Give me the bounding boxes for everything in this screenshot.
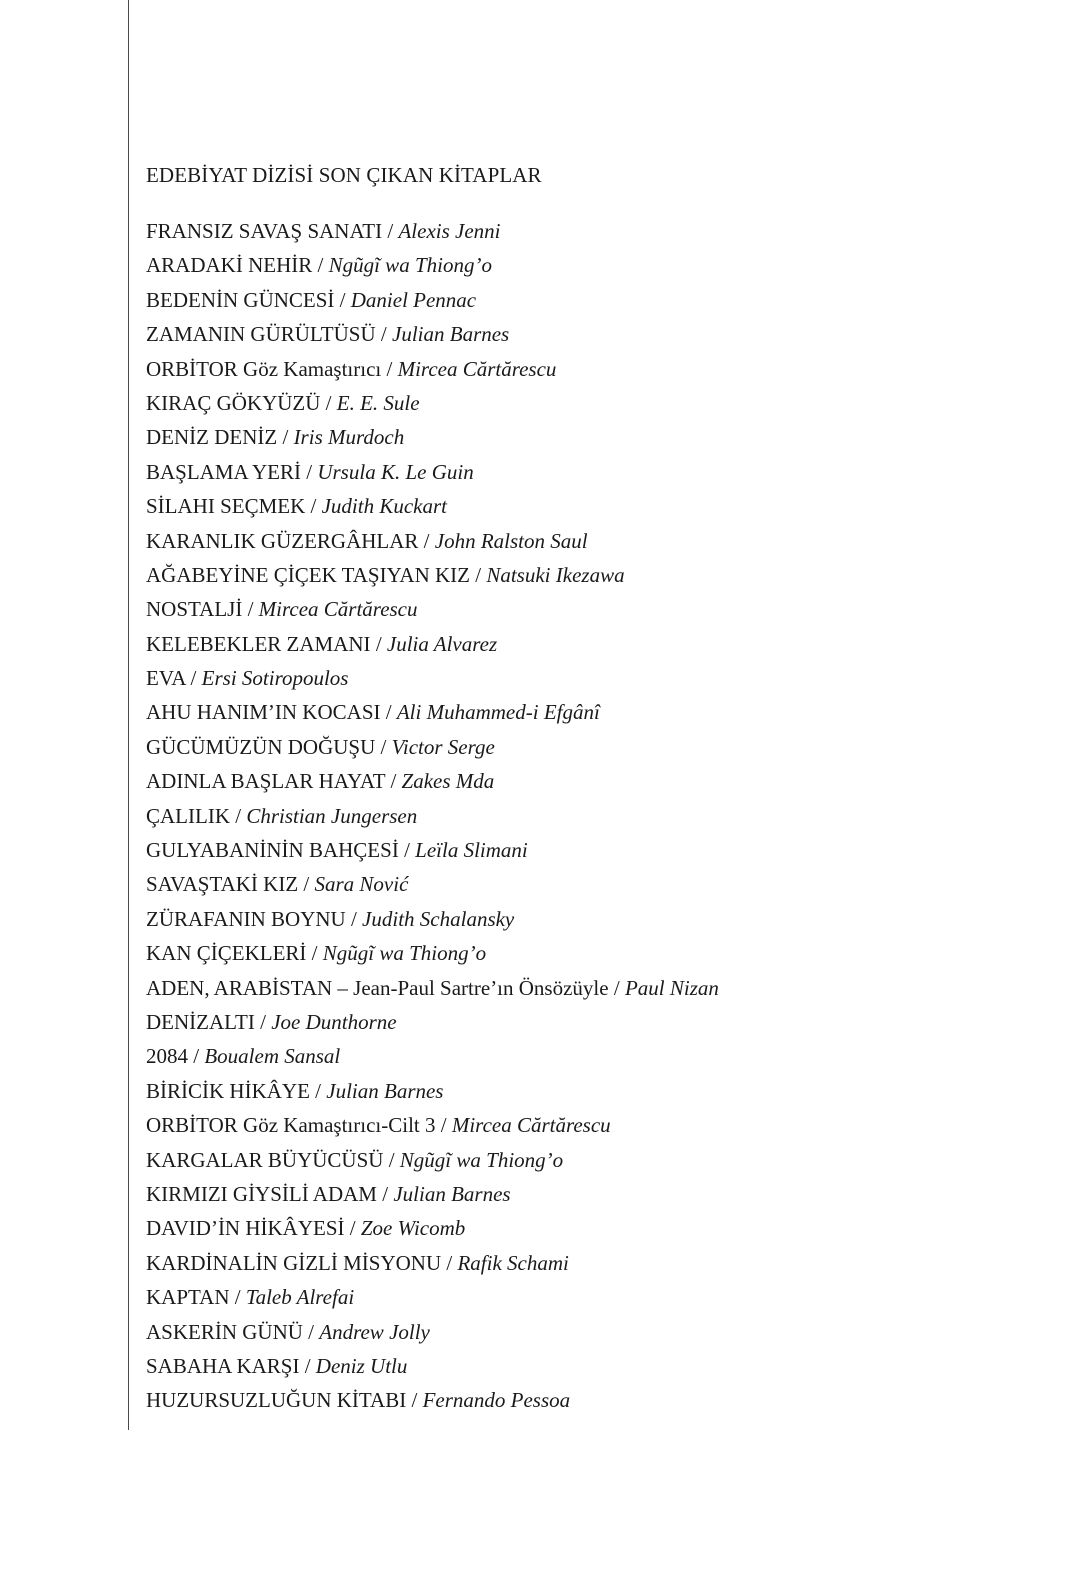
title-author-separator: / xyxy=(305,494,322,519)
book-title: EVA xyxy=(146,666,186,691)
title-author-separator: / xyxy=(375,734,392,759)
book-author: Mircea Cărtărescu xyxy=(451,1113,611,1138)
book-title: KIRMIZI GİYSİLİ ADAM xyxy=(146,1181,377,1206)
book-title: FRANSIZ SAVAŞ SANATI xyxy=(146,219,383,243)
title-author-separator: / xyxy=(470,562,487,587)
list-item xyxy=(146,695,1026,729)
list-item xyxy=(146,489,1026,523)
title-author-separator: / xyxy=(229,1285,246,1310)
book-title: ORBİTOR Göz Kamaştırıcı xyxy=(146,356,382,381)
title-author-separator: / xyxy=(312,253,329,278)
list-item xyxy=(146,317,1026,351)
book-title: SİLAHI SEÇMEK xyxy=(146,494,306,519)
list-item xyxy=(146,661,1026,695)
title-author-separator: / xyxy=(406,1388,423,1413)
title-author-separator: / xyxy=(385,769,402,794)
title-author-separator: / xyxy=(242,597,259,622)
book-title: HUZURSUZLUĞUN KİTABI xyxy=(146,1388,407,1413)
book-author: Paul Nizan xyxy=(624,975,719,1000)
book-author: Zakes Mda xyxy=(401,769,495,794)
book-title: ZAMANIN GÜRÜLTÜSÜ xyxy=(146,322,376,347)
book-title: NOSTALJİ xyxy=(146,597,243,622)
margin-rule xyxy=(128,0,129,1430)
book-author: Andrew Jolly xyxy=(319,1319,430,1344)
book-author: Ngũgĩ wa Thiong’o xyxy=(328,253,492,278)
list-item xyxy=(146,1074,1026,1108)
list-item xyxy=(146,764,1026,798)
book-author: Julian Barnes xyxy=(393,1181,511,1206)
list-item xyxy=(146,1280,1026,1314)
title-author-separator: / xyxy=(608,975,625,1000)
book-title: BİRİCİK HİKÂYE xyxy=(146,1078,310,1103)
list-item xyxy=(146,1177,1026,1211)
book-list-section xyxy=(146,160,1026,1418)
book-title: ORBİTOR Göz Kamaştırıcı-Cilt 3 xyxy=(146,1113,436,1138)
book-title: ZÜRAFANIN BOYNU xyxy=(146,906,346,931)
book-author: Ersi Sotiropoulos xyxy=(201,666,349,691)
title-author-separator: / xyxy=(344,1216,361,1241)
book-author: Julian Barnes xyxy=(392,322,510,347)
title-author-separator: / xyxy=(254,1009,272,1034)
title-author-separator: / xyxy=(370,631,387,656)
title-author-separator: / xyxy=(320,390,337,415)
list-item xyxy=(146,558,1026,592)
book-title: GÜCÜMÜZÜN DOĞUŞU xyxy=(146,734,376,759)
book-author: Victor Serge xyxy=(391,734,495,759)
book-author: Judith Kuckart xyxy=(321,494,448,519)
book-title: ÇALILIK xyxy=(146,803,230,828)
book-title: KARANLIK GÜZERGÂHLAR xyxy=(146,528,419,553)
list-item xyxy=(146,1005,1026,1039)
list-item xyxy=(146,1211,1026,1245)
book-author: Leïla Slimani xyxy=(415,838,528,863)
book-author: Daniel Pennac xyxy=(350,287,477,312)
book-author: Ngũgĩ wa Thiong’o xyxy=(399,1147,564,1172)
book-author: Deniz Utlu xyxy=(315,1353,408,1378)
book-title: BEDENİN GÜNCESİ xyxy=(146,287,335,312)
list-item xyxy=(146,1246,1026,1280)
list-item xyxy=(146,1108,1026,1142)
book-title: GULYABANİNİN BAHÇESİ xyxy=(146,838,399,863)
book-author: Mircea Cărtărescu xyxy=(397,356,557,381)
title-author-separator: / xyxy=(382,219,399,243)
title-author-separator: / xyxy=(309,1078,327,1103)
list-item xyxy=(146,1143,1026,1177)
title-author-separator: / xyxy=(298,872,315,897)
title-author-separator: / xyxy=(398,838,416,863)
book-title: ADEN, ARABİSTAN – Jean-Paul Sartre’ın Önsözüyle xyxy=(146,975,609,1000)
title-author-separator: / xyxy=(299,1353,316,1378)
book-author: Fernando Pessoa xyxy=(422,1388,571,1413)
book-author: John Ralston Saul xyxy=(434,528,588,553)
book-title: KARDİNALİN GİZLİ MİSYONU xyxy=(146,1250,442,1275)
book-author: Boualem Sansal xyxy=(204,1044,341,1069)
list-item xyxy=(146,799,1026,833)
list-item xyxy=(146,1383,1026,1417)
book-author: Julian Barnes xyxy=(326,1078,444,1103)
book-title: DAVID’İN HİKÂYESİ xyxy=(146,1216,345,1241)
title-author-separator: / xyxy=(383,1147,400,1172)
book-title: KARGALAR BÜYÜCÜSÜ xyxy=(146,1147,384,1172)
list-item xyxy=(146,902,1026,936)
list-item xyxy=(146,352,1026,386)
book-title: SABAHA KARŞI xyxy=(146,1353,300,1378)
book-author: Zoe Wicomb xyxy=(360,1216,466,1241)
book-title: AHU HANIM’IN KOCASI xyxy=(146,700,381,725)
book-title: ARADAKİ NEHİR xyxy=(146,253,313,278)
book-list xyxy=(146,214,1026,1418)
book-author: Christian Jungersen xyxy=(246,803,418,828)
list-item xyxy=(146,248,1026,282)
book-title: ADINLA BAŞLAR HAYAT xyxy=(146,769,386,794)
page-title: EDEBİYAT DİZİSİ SON ÇIKAN KİTAPLAR xyxy=(146,163,542,187)
title-author-separator: / xyxy=(380,700,397,725)
book-title: BAŞLAMA YERİ xyxy=(146,459,301,484)
list-item xyxy=(146,971,1026,1005)
title-author-separator: / xyxy=(381,356,398,381)
book-author: Iris Murdoch xyxy=(293,425,405,450)
list-item xyxy=(146,420,1026,454)
book-title: KAPTAN xyxy=(146,1285,230,1310)
book-title: 2084 xyxy=(146,1044,188,1069)
title-author-separator: / xyxy=(418,528,435,553)
title-author-separator: / xyxy=(188,1044,205,1069)
list-item xyxy=(146,1039,1026,1073)
title-author-separator: / xyxy=(229,803,247,828)
list-item xyxy=(146,592,1026,626)
title-author-separator: / xyxy=(375,322,392,347)
book-author: Sara Nović xyxy=(314,872,409,897)
list-item xyxy=(146,936,1026,970)
book-title: SAVAŞTAKİ KIZ xyxy=(146,872,299,897)
title-author-separator: / xyxy=(334,287,351,312)
book-title: KIRAÇ GÖKYÜZÜ xyxy=(146,390,321,415)
title-author-separator: / xyxy=(185,666,202,691)
list-item xyxy=(146,283,1026,317)
title-author-separator: / xyxy=(441,1250,458,1275)
list-item xyxy=(146,386,1026,420)
book-author: Natsuki Ikezawa xyxy=(486,562,625,587)
book-author: Alexis Jenni xyxy=(398,219,501,243)
title-author-separator: / xyxy=(345,906,363,931)
book-author: Taleb Alrefai xyxy=(245,1285,355,1310)
book-title: KELEBEKLER ZAMANI xyxy=(146,631,371,656)
list-item xyxy=(146,627,1026,661)
list-item xyxy=(146,833,1026,867)
book-title: KAN ÇİÇEKLERİ xyxy=(146,941,307,966)
title-author-separator: / xyxy=(306,941,323,966)
book-author: Julia Alvarez xyxy=(386,631,498,656)
book-author: Joe Dunthorne xyxy=(271,1009,397,1034)
list-item xyxy=(146,1349,1026,1383)
book-author: Judith Schalansky xyxy=(362,906,515,931)
list-item xyxy=(146,1315,1026,1349)
book-title: DENİZ DENİZ xyxy=(146,425,278,450)
list-item xyxy=(146,867,1026,901)
title-author-separator: / xyxy=(435,1113,452,1138)
book-author: Ngũgĩ wa Thiong’o xyxy=(322,941,487,966)
book-author: Rafik Schami xyxy=(457,1250,569,1275)
book-author: Ali Muhammed-i Efgânî xyxy=(396,700,600,725)
list-item xyxy=(146,214,1026,248)
list-item xyxy=(146,455,1026,489)
title-author-separator: / xyxy=(302,1319,320,1344)
title-author-separator: / xyxy=(301,459,318,484)
book-title: DENİZALTI xyxy=(146,1009,255,1034)
title-author-separator: / xyxy=(376,1181,394,1206)
list-item xyxy=(146,524,1026,558)
book-author: E. E. Sule xyxy=(336,390,420,415)
book-title: AĞABEYİNE ÇİÇEK TAŞIYAN KIZ xyxy=(146,562,470,587)
list-item xyxy=(146,730,1026,764)
book-title: ASKERİN GÜNÜ xyxy=(146,1319,303,1344)
title-author-separator: / xyxy=(277,425,294,450)
book-author: Ursula K. Le Guin xyxy=(317,459,474,484)
book-author: Mircea Cărtărescu xyxy=(258,597,418,622)
